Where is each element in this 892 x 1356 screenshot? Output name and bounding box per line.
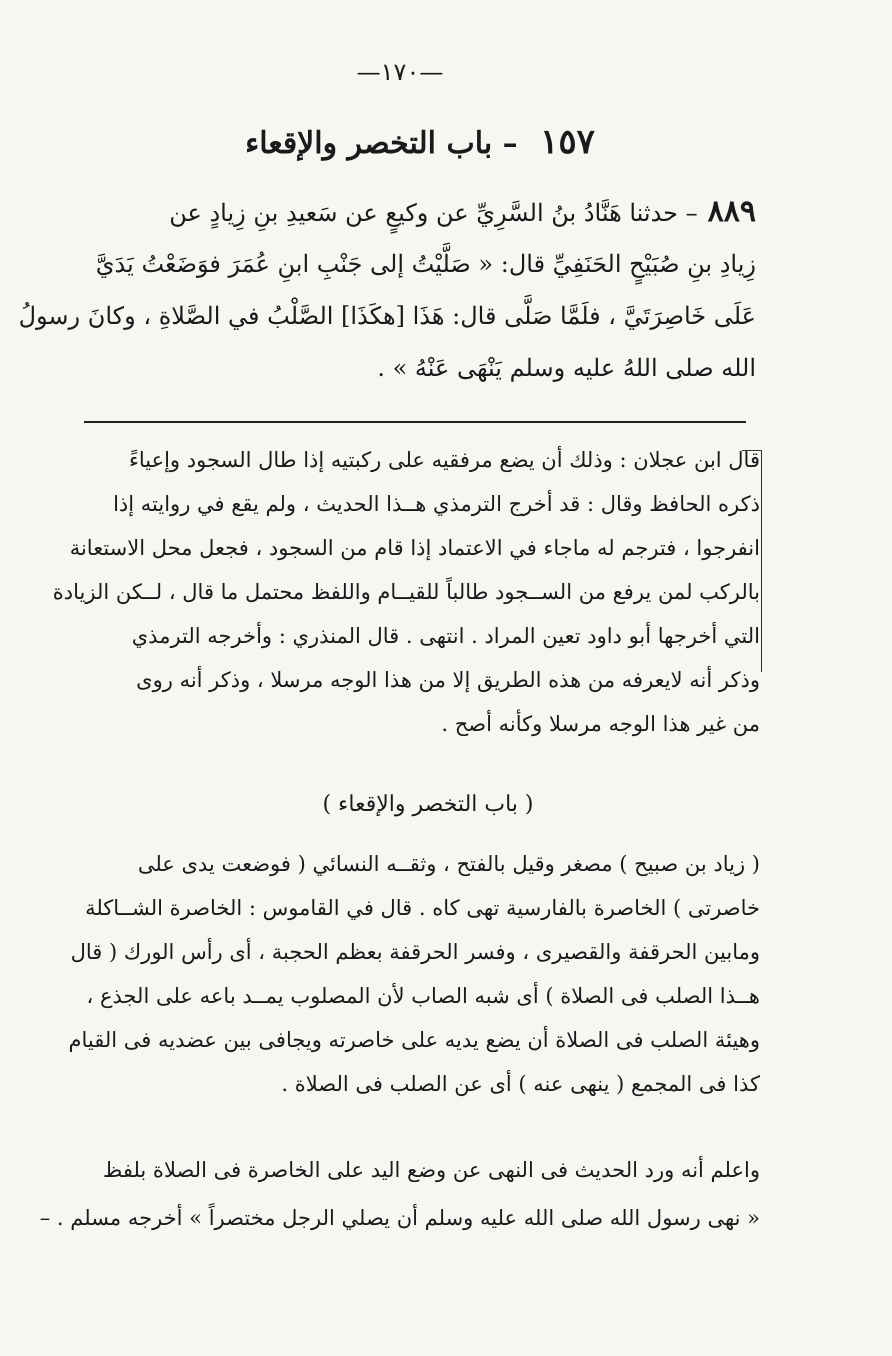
closing-note (39, 1146, 760, 1242)
commentary (52, 438, 760, 746)
note-line: واعلم أنه ورد الحديث فى النهى عن وضع اليد على الخاصرة فى الصلاة بلفظ (102, 1158, 760, 1182)
explanation-line: كذا فى المجمع ( ينهى عنه ) أى عن الصلب فى الصلاة . (281, 1072, 760, 1096)
bracket-line (761, 450, 762, 672)
commentary-line: من غير هذا الوجه مرسلا وكأنه أصح . (441, 712, 760, 736)
sub-heading: ( باب التخصر والإقعاء ) (322, 792, 534, 817)
hadith-line: الله صلى اللهُ عليه وسلم يَنْهَى عَنْهُ » . (377, 354, 756, 382)
commentary-line: وذكر أنه لايعرفه من هذه الطريق إلا من هذا الوجه مرسلا ، وذكر أنه روى (136, 668, 760, 692)
explanation-line: ومابين الحرقفة والقصيرى ، وفسر الحرقفة بعظم الحجبة ، أى رأس الورك ( قال (70, 940, 760, 964)
hadith-number: ٨٨٩ (707, 194, 756, 229)
chapter-heading (100, 122, 740, 162)
section-divider (84, 421, 746, 423)
hadith-line: ٨٨٩– حدثنا هَنَّادُ بنُ السَّرِيِّ عن وكيعٍ عن سَعيدِ بنِ زِيادٍ عن (169, 194, 756, 229)
commentary-line: التي أخرجها أبو داود تعين المراد . انتهى . قال المنذري : وأخرجه الترمذي (131, 624, 760, 648)
explanation-line: خاصرتى ) الخاصرة بالفارسية تهى كاه . قال في القاموس : الخاصرة الشــاكلة (85, 896, 760, 920)
hadith-text (18, 186, 756, 394)
commentary-line: ذكره الحافظ وقال : قد أخرج الترمذي هــذا الحديث ، ولم يقع في روايته إذا (113, 492, 760, 516)
explanation-line: ( زياد بن صبيح ) مصغر وقيل بالفتح ، وثقــه النسائي ( فوضعت يدى على (137, 852, 760, 876)
commentary-line: بالركب لمن يرفع من الســجود طالباً للقيــام واللفظ محتمل ما قال ، لــكن الزيادة (52, 580, 760, 604)
chapter-title: – باب التخصر والإقعاء (245, 126, 518, 161)
explanation (68, 842, 760, 1106)
commentary-line: انفرجوا ، فترجم له ماجاء في الاعتماد إذا قام من السجود ، فجعل محل الاستعانة (69, 536, 760, 560)
explanation-line: هــذا الصلب فى الصلاة ) أى شبه الصاب لأن المصلوب يمــد باعه على الجذع ، (86, 984, 760, 1008)
note-line: « نهى رسول الله صلى الله عليه وسلم أن يصلي الرجل مختصراً » أخرجه مسلم . – (39, 1206, 760, 1230)
hadith-line: عَلَى خَاصِرَتَيَّ ، فلَمَّا صَلَّى قال: هَذَا [هكَذَا] الصَّلْبُ في الصَّلاةِ ، وكانَ رسولُ (18, 302, 756, 330)
chapter-number: ١٥٧ (540, 122, 595, 162)
commentary-line: قال ابن عجلان : وذلك أن يضع مرفقيه على ركبتيه إذا طال السجود وإعياءً (128, 448, 760, 472)
explanation-line: وهيئة الصلب فى الصلاة أن يضع يديه على خاصرته ويجافى بين عضديه فى القيام (68, 1028, 760, 1052)
page-number: —١٧٠— (356, 58, 444, 86)
hadith-line: زِيادِ بنِ صُبَيْحٍ الحَنَفِيِّ قال: « صَلَّيْتُ إلى جَنْبِ ابنِ عُمَرَ فوَضَعْتُ يَدَيَّ (95, 250, 756, 278)
